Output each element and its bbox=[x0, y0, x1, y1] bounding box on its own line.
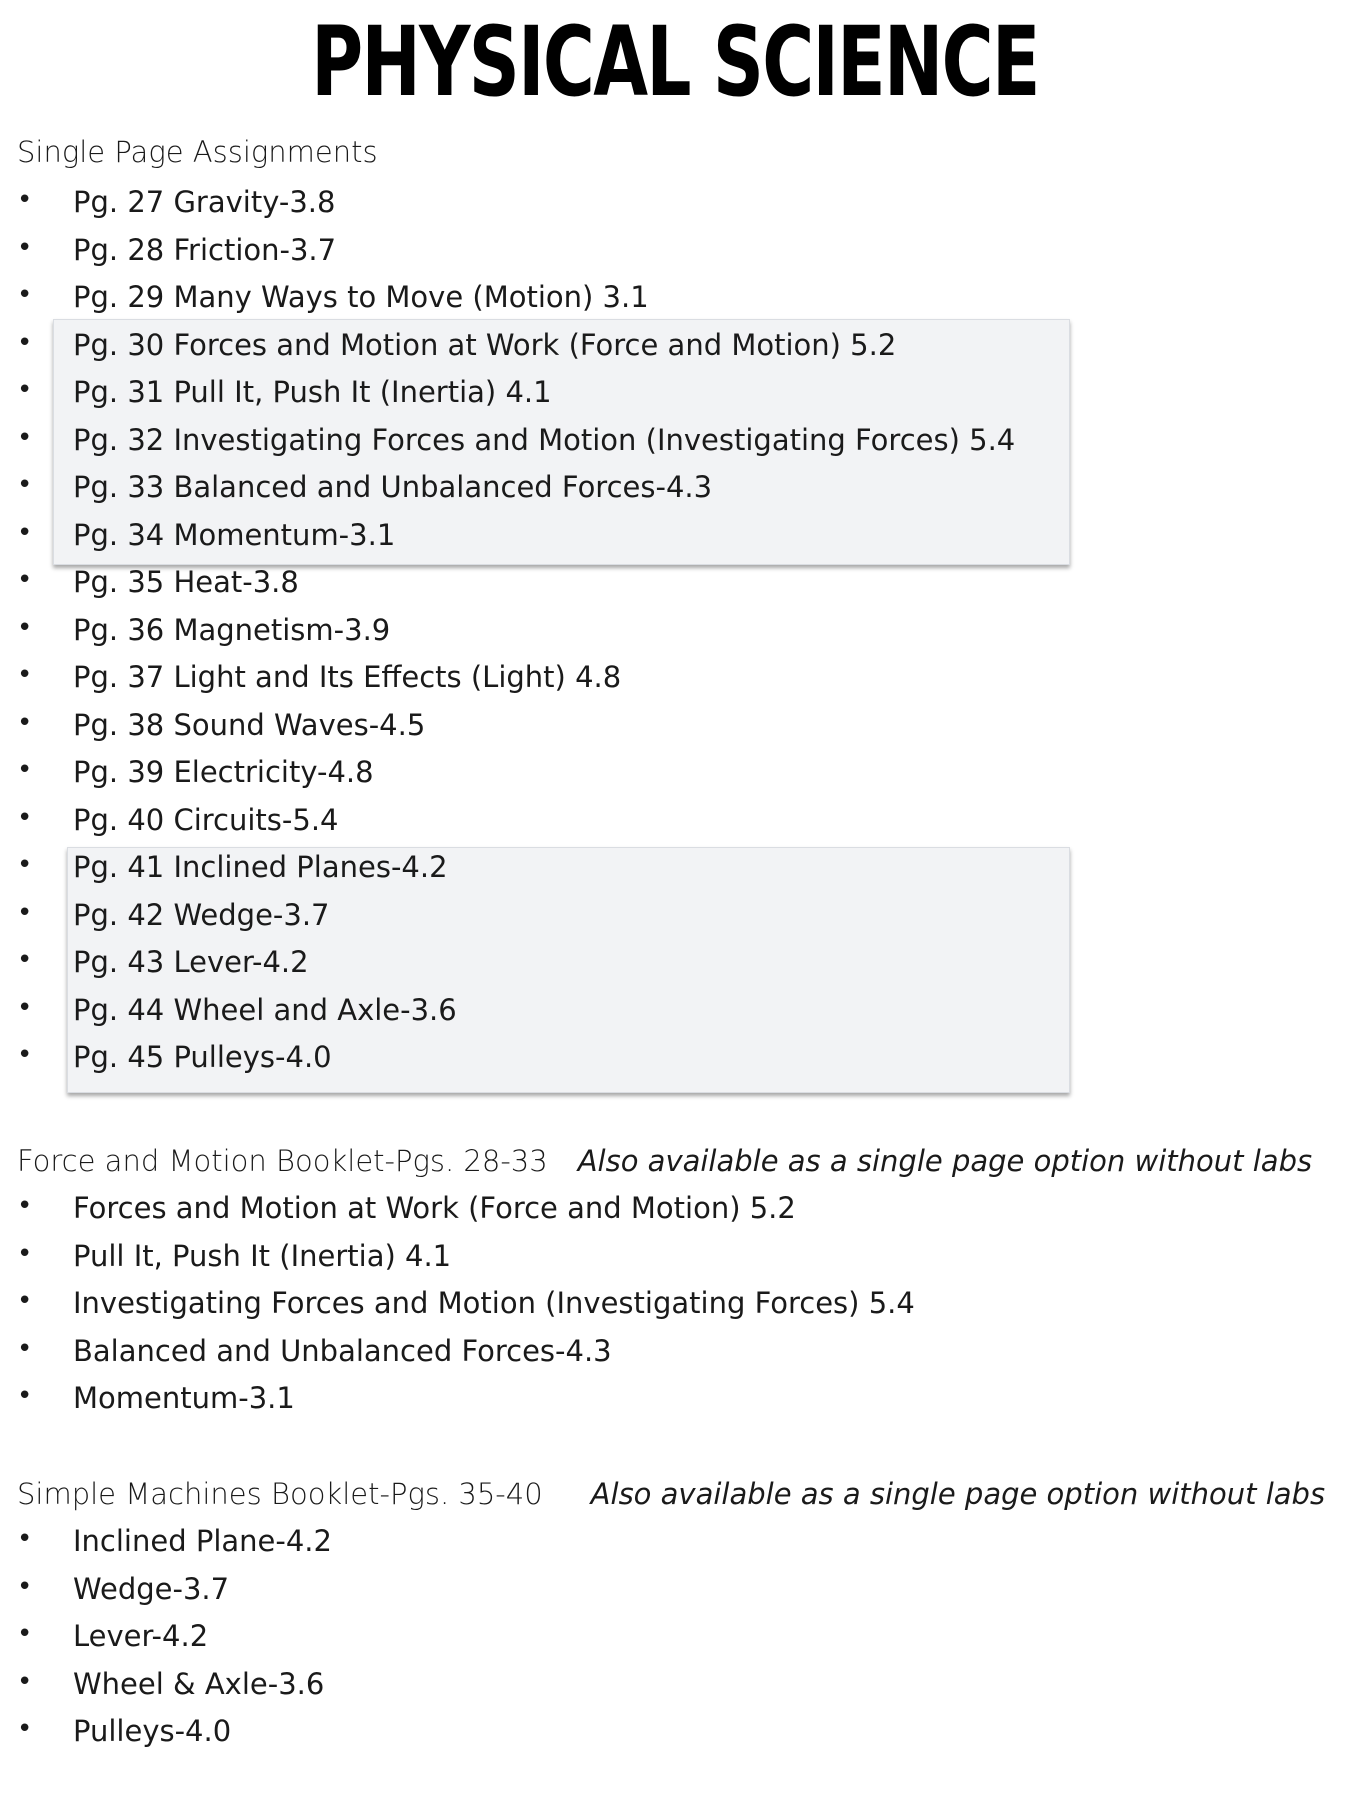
simple-machines-note: Also available as a single page option without labs bbox=[590, 1477, 1326, 1511]
single-page-heading-text: Single Page Assignments bbox=[17, 135, 378, 169]
bullet-icon: • bbox=[17, 707, 33, 738]
bullet-icon: • bbox=[17, 1333, 33, 1364]
bullet-icon: • bbox=[17, 897, 33, 928]
single-page-item-text: Pg. 35 Heat-3.8 bbox=[73, 565, 299, 599]
force-motion-item-text: Pull It, Push It (Inertia) 4.1 bbox=[73, 1238, 452, 1273]
bullet-icon: • bbox=[17, 850, 33, 880]
single-page-item-text: Pg. 38 Sound Waves-4.5 bbox=[73, 707, 426, 742]
bullet-icon: • bbox=[17, 1286, 33, 1316]
single-page-item-text: Pg. 28 Friction-3.7 bbox=[73, 232, 337, 267]
single-page-item-text: Pg. 30 Forces and Motion at Work (Force and Motion) 5.2 bbox=[73, 327, 897, 362]
simple-machines-item-text: Lever-4.2 bbox=[73, 1619, 209, 1653]
bullet-icon: • bbox=[17, 375, 33, 405]
single-page-item-text: Pg. 40 Circuits-5.4 bbox=[73, 802, 339, 837]
simple-machines-item-text: Wedge-3.7 bbox=[73, 1571, 230, 1606]
bullet-icon: • bbox=[17, 1714, 33, 1744]
bullet-icon: • bbox=[17, 517, 33, 548]
single-page-item-text: Pg. 34 Momentum-3.1 bbox=[73, 517, 396, 552]
bullet-icon: • bbox=[17, 327, 33, 358]
bullet-icon: • bbox=[17, 660, 33, 690]
force-motion-heading-text: Force and Motion Booklet-Pgs. 28-33 bbox=[17, 1144, 548, 1178]
bullet-icon: • bbox=[17, 470, 33, 500]
single-page-item-text: Pg. 27 Gravity-3.8 bbox=[73, 185, 336, 219]
single-page-item-text: Pg. 43 Lever-4.2 bbox=[73, 945, 309, 979]
page-title: PHYSICAL SCIENCE bbox=[311, 6, 1039, 118]
single-page-item-text: Pg. 33 Balanced and Unbalanced Forces-4.3 bbox=[73, 470, 713, 504]
force-motion-note: Also available as a single page option without labs bbox=[577, 1144, 1313, 1178]
bullet-icon: • bbox=[17, 185, 33, 215]
force-motion-item-text: Momentum-3.1 bbox=[73, 1381, 295, 1415]
single-page-item-text: Pg. 32 Investigating Forces and Motion (Investigating Forces) 5.4 bbox=[73, 422, 1016, 457]
bullet-icon: • bbox=[17, 1666, 33, 1697]
bullet-icon: • bbox=[17, 945, 33, 975]
single-page-item-text: Pg. 42 Wedge-3.7 bbox=[73, 897, 330, 932]
bullet-icon: • bbox=[17, 1040, 33, 1070]
bullet-icon: • bbox=[17, 565, 33, 595]
single-page-item-text: Pg. 44 Wheel and Axle-3.6 bbox=[73, 992, 457, 1027]
force-motion-item-text: Balanced and Unbalanced Forces-4.3 bbox=[73, 1333, 612, 1368]
single-page-heading bbox=[17, 135, 378, 169]
simple-machines-item-text: Wheel & Axle-3.6 bbox=[73, 1666, 325, 1701]
simple-machines-heading bbox=[17, 1477, 1325, 1511]
bullet-icon: • bbox=[17, 1619, 33, 1649]
single-page-item-text: Pg. 41 Inclined Planes-4.2 bbox=[73, 850, 448, 884]
simple-machines-heading-text: Simple Machines Booklet-Pgs. 35-40 bbox=[17, 1477, 543, 1511]
bullet-icon: • bbox=[17, 1191, 33, 1221]
single-page-item-text: Pg. 31 Pull It, Push It (Inertia) 4.1 bbox=[73, 375, 552, 409]
single-page-item-text: Pg. 45 Pulleys-4.0 bbox=[73, 1040, 332, 1074]
force-motion-item-text: Investigating Forces and Motion (Investigating Forces) 5.4 bbox=[73, 1286, 915, 1320]
bullet-icon: • bbox=[17, 992, 33, 1023]
bullet-icon: • bbox=[17, 1238, 33, 1269]
bullet-icon: • bbox=[17, 612, 33, 643]
bullet-icon: • bbox=[17, 232, 33, 263]
single-page-item-text: Pg. 37 Light and Its Effects (Light) 4.8 bbox=[73, 660, 622, 694]
bullet-icon: • bbox=[17, 1381, 33, 1411]
bullet-icon: • bbox=[17, 802, 33, 833]
single-page-item-text: Pg. 36 Magnetism-3.9 bbox=[73, 612, 391, 647]
single-page-item-text: Pg. 39 Electricity-4.8 bbox=[73, 755, 374, 789]
force-motion-item-text: Forces and Motion at Work (Force and Motion) 5.2 bbox=[73, 1191, 796, 1225]
force-motion-heading bbox=[17, 1144, 1312, 1178]
simple-machines-item-text: Inclined Plane-4.2 bbox=[73, 1524, 332, 1558]
single-page-item-text: Pg. 29 Many Ways to Move (Motion) 3.1 bbox=[73, 280, 649, 314]
bullet-icon: • bbox=[17, 1524, 33, 1554]
bullet-icon: • bbox=[17, 755, 33, 785]
bullet-icon: • bbox=[17, 422, 33, 453]
simple-machines-item-text: Pulleys-4.0 bbox=[73, 1714, 232, 1748]
bullet-icon: • bbox=[17, 280, 33, 310]
bullet-icon: • bbox=[17, 1571, 33, 1602]
